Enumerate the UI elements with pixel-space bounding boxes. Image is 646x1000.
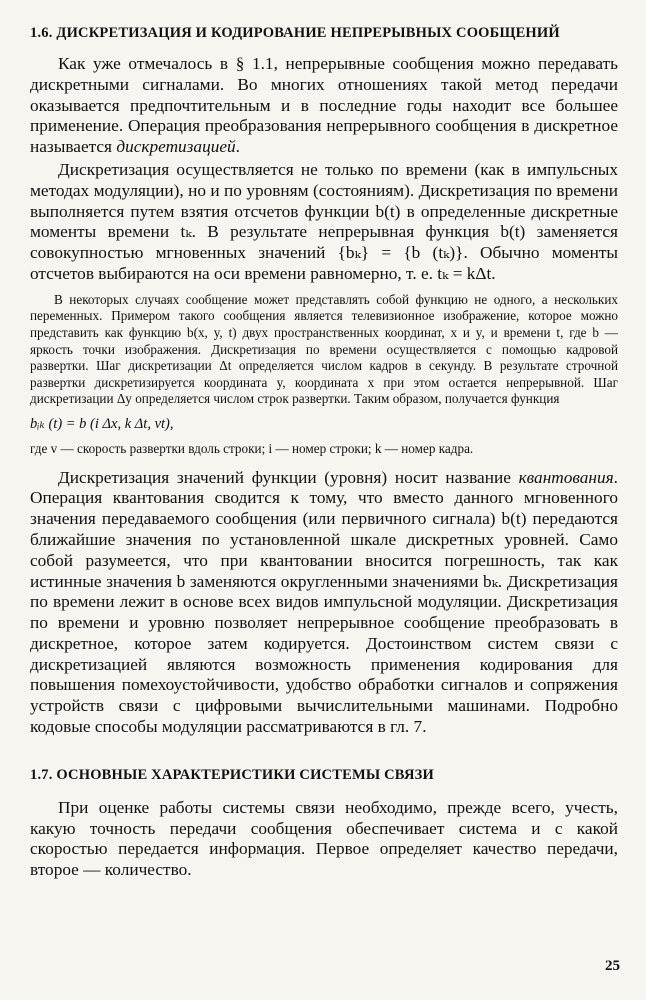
formula-bik: bᵢₖ (t) = b (i Δx, k Δt, vt),: [30, 415, 174, 432]
small-print-tv-example: В некоторых случаях сообщение может представлять собой функцию не одного, а нескольких переменных. Примером такого сообщения является телевизионное изображение, которое можно представить как функцию b(x, y, t) двух пространственных координат, x и y, и времени t, где b — яркость точки изображения. Дискретизация по времени осуществляется с помощью кадровой развертки. Шаг дискретизации Δt определяется числом кадров в секунду. В результате строчной развертки дискретизируется координата y, координата x при этом остается непрерывной. Шаг дискретизации Δy определяется числом строк развертки. Таким образом, получается функция: [30, 291, 618, 407]
paragraph-end: .: [235, 137, 240, 157]
section-title: ДИСКРЕТИЗАЦИЯ И КОДИРОВАНИЕ НЕПРЕРЫВНЫХ СООБЩЕНИЙ: [56, 25, 560, 41]
section-title: ОСНОВНЫЕ ХАРАКТЕРИСТИКИ СИСТЕМЫ СВЯЗИ: [56, 766, 434, 783]
paragraph-text: Дискретизация значений функции (уровня) носит название: [58, 467, 519, 487]
paragraph-text: Как уже отмечалось в § 1.1, непрерывные сообщения можно передавать дискретными сигналами. Во многих отношениях такой метод передачи оказывается предпочтительным и в последние годы находит все большее применение. Операция преобразования непрерывного сообщения в дискретное называется: [30, 54, 618, 157]
small-print-formula-legend: где v — скорость развертки вдоль строки; i — номер строки; k — номер кадра.: [30, 440, 474, 456]
term-discretization: дискретизацией: [116, 137, 236, 157]
section-heading-1-6: [30, 24, 618, 42]
paragraph-text: . Операция квантования сводится к тому, что вместо данного мгновенного значения передаваемого сообщения (или первичного сигнала) b(t) передаются ближайшие значения по установленной шкале дискретных уровней. Само собой разумеется, что при квантовании вносится погрешность, так как истинные значения b заменяются округленными значениями bₖ. Дискретизация по времени лежит в основе всех видов импульсной модуляции. Дискретизация по времени и уровню позволяет непрерывное сообщение преобразовать в дискретное, которое затем кодируется. Достоинством систем связи с дискретизацией являются возможность применения кодирования для повышения помехоустойчивости, удобство обработки сигналов и сопряжения устройств связи с цифровыми вычислительными машинами. Подробно кодовые способы модуляции рассматриваются в гл. 7.: [30, 467, 618, 737]
term-quantization: квантования: [518, 467, 614, 487]
paragraph-discretization-intro: [30, 54, 618, 158]
section-number: 1.7.: [30, 766, 53, 783]
paragraph-quantization: [30, 468, 618, 738]
paragraph-time-discretization: Дискретизация осуществляется не только по времени (как в импульсных методах модуляции), но и по уровням (состояниям). Дискретизация по времени выполняется путем взятия отсчетов функции b(t) в определенные дискретные моменты времени tₖ. В результате непрерывная функция b(t) заменяется совокупностью мгновенных значений {bₖ} = {b (tₖ)}. Обычно моменты отсчетов выбираются на оси времени равномерно, т. е. tₖ = kΔt.: [30, 159, 618, 283]
page-number: 25: [605, 958, 620, 974]
section-heading-1-7: [30, 766, 618, 784]
section-number: 1.6.: [30, 25, 53, 41]
paragraph-system-characteristics: При оценке работы системы связи необходимо, прежде всего, учесть, какую точность передачи сообщения обеспечивает система и с какой скоростью передается информация. Первое определяет качество передачи, второе — количество.: [30, 797, 618, 880]
